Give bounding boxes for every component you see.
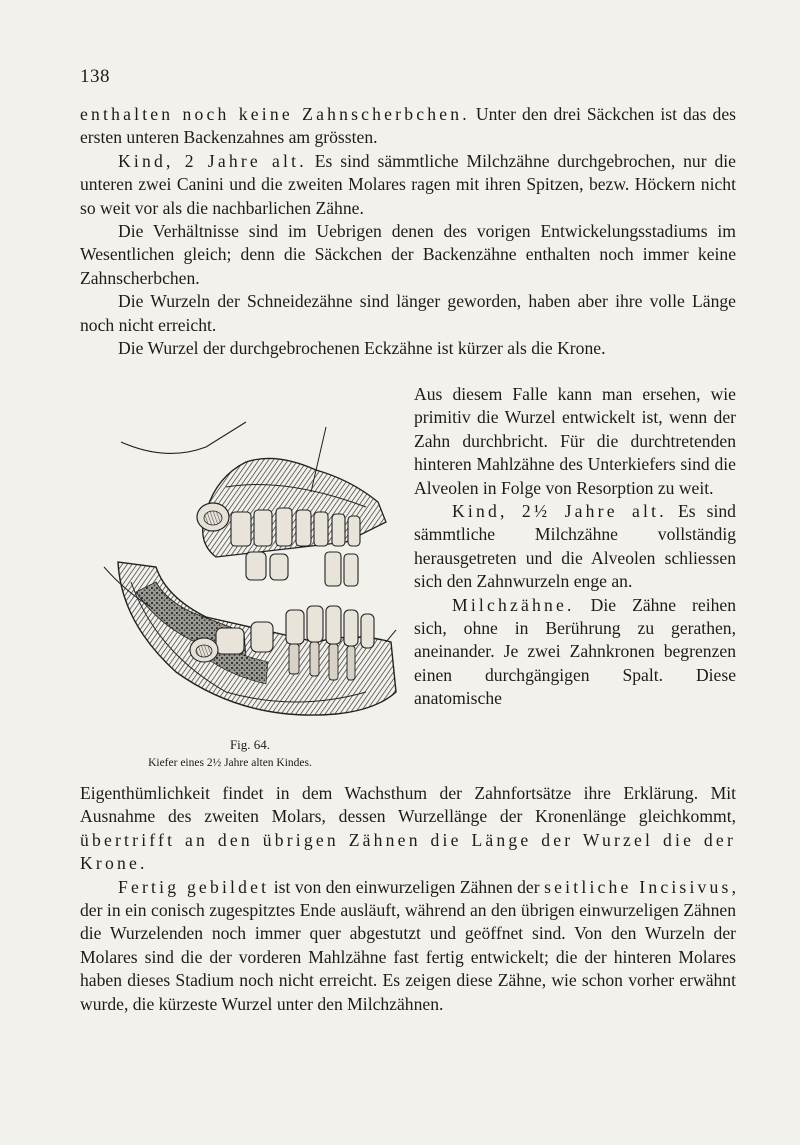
section-heading-2-5-years: Kind, 2½ Jahre alt.	[452, 501, 667, 522]
jaw-illustration	[96, 392, 406, 737]
figure-number: Fig. 64.	[229, 737, 271, 752]
side-paragraph-3-text: Die Zähne reihen sich, ohne in Berührung zu gerathen, aneinander. Je zwei Zahnkronen begrenzen einen durchgängigen Spalt. Diese anatomische	[414, 594, 736, 709]
side-paragraph-2-text: Es sind sämmtliche Milchzähne vollständig herausgetreten und die Alveolen schliessen sich den Zahnwurzeln enge an.	[414, 501, 736, 592]
upper-text-block	[80, 103, 736, 360]
section-heading-milk-teeth: Milchzähne.	[452, 594, 575, 615]
side-paragraph-3	[414, 594, 736, 711]
paragraph-1	[80, 103, 736, 150]
paragraph-3: Die Verhältnisse sind im Uebrigen denen des vorigen Entwickelungsstadiums im Wesentlichen gleich; denn die Säckchen der Backenzähne enthalten noch immer keine Zahnscherbchen.	[80, 221, 736, 288]
jaw-engraving-figure	[96, 392, 406, 737]
paragraph-6-text: Eigenthümlichkeit findet in dem Wachsthum der Zahnfortsätze ihre Erklärung. Mit Ausnahme des zweiten Molars, dessen Wurzellänge der Kronenlänge gleichkommt,	[80, 783, 736, 827]
figure-caption: Kiefer eines 2½ Jahre alten Kindes.	[148, 757, 312, 769]
paragraph-6	[80, 782, 736, 876]
paragraph-7-text-a: ist von den einwurzeligen Zähnen der	[269, 876, 545, 897]
spaced-emphasis-finished: Fertig gebildet	[118, 876, 270, 897]
paragraph-4: Die Wurzeln der Schneidezähne sind länger geworden, haben aber ihre volle Länge noch nicht erreicht.	[80, 291, 736, 335]
spaced-emphasis-root-length: übertrifft an den übrigen Zähnen die Länge der Wurzel die der Krone.	[80, 829, 736, 874]
paragraph-1-text: Unter den drei Säckchen ist das des ersten unteren Backenzahnes am grössten.	[80, 104, 737, 148]
lower-text-block	[80, 782, 736, 1016]
side-paragraph-1: Aus diesem Falle kann man ersehen, wie primitiv die Wurzel entwickelt ist, wenn der Zahn durchbricht. Für die durchtretenden hinteren Mahlzähne des Unterkiefers sind die Alveolen in Folge von Resorption zu weit.	[414, 384, 736, 498]
paragraph-7-text-b: , der in ein conisch zugespitztes Ende ausläuft, während an den übrigen einwurzeligen Zähnen die Wurzelenden noch immer quer abgestutzt und geöffnet sind. Von den Wurzeln der Molares sind die der vorderen Mahlzähne fast fertig entwickelt; die der hinteren Molares haben dieses Stadium noch nicht erreicht. Es zeigen diese Zähne, wie schon vorher erwähnt wurde, die kürzeste Wurzel unter den Milchzähnen.	[80, 876, 736, 1014]
spaced-emphasis-lateral-incisor: seitliche Incisivus	[544, 876, 732, 897]
paragraph-2-text: Es sind sämmtliche Milchzähne durchgebrochen, nur die unteren zwei Canini und die zweiten Molares ragen mit ihren Spitzen, bezw. Höckern nicht so weit vor als die nachbarlichen Zähne.	[80, 150, 736, 218]
side-paragraph-2	[414, 500, 736, 594]
spaced-emphasis: enthalten noch keine Zahnscherbchen.	[80, 104, 470, 124]
section-heading-2-years: Kind, 2 Jahre alt.	[118, 150, 307, 171]
paragraph-5: Die Wurzel der durchgebrochenen Eckzähne ist kürzer als die Krone.	[118, 338, 606, 359]
side-text-column	[414, 383, 736, 711]
page-number: 138	[80, 66, 110, 87]
paragraph-2	[80, 150, 736, 220]
paragraph-7	[80, 876, 736, 1016]
